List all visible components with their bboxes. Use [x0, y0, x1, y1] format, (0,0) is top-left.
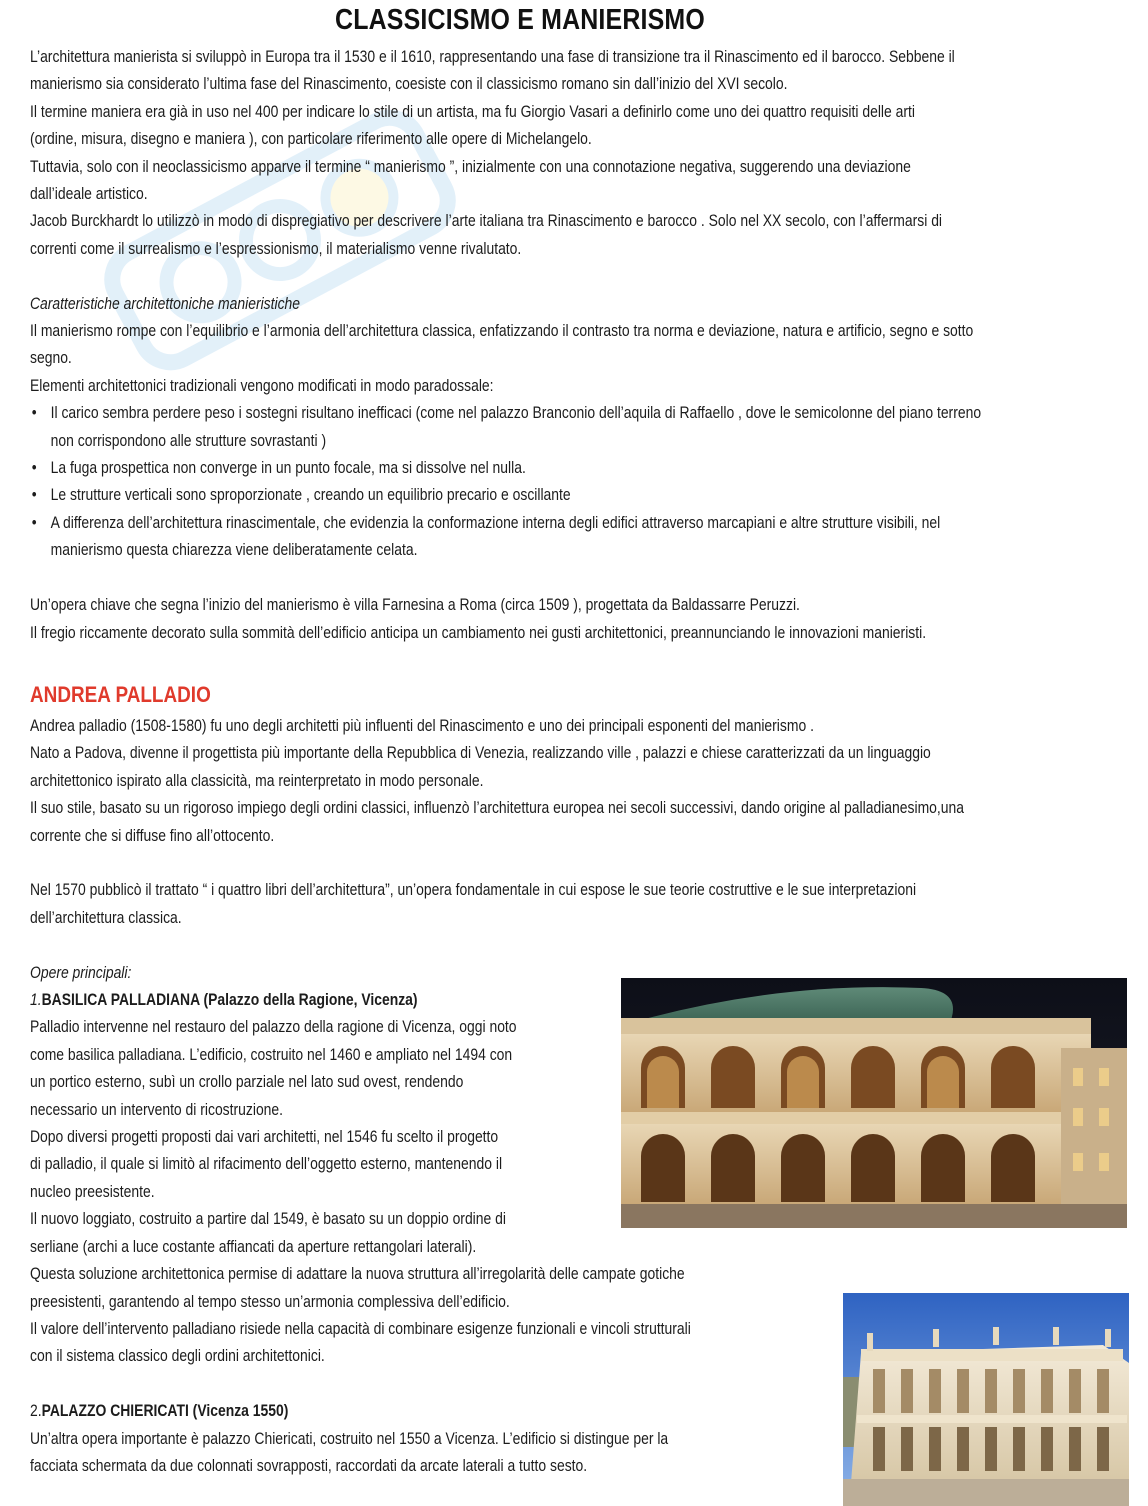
text-line: L’architettura manierista si sviluppò in Europa tra il 1530 e il 1610, rappresentando una fase di transizione tra il Rinascimento ed il barocco. Sebbene il [30, 48, 955, 66]
opere-heading: Opere principali: [30, 963, 132, 982]
intro-paragraphs [30, 44, 1126, 647]
page-title: CLASSICISMO E MANIERISMO [335, 4, 705, 36]
text-line: manierismo sia considerato l’ultima fase del Rinascimento, coesiste con il classicismo romano sin dall’inizio del XVI secolo. [30, 75, 788, 94]
list-item: • Il carico sembra perdere peso i sostegni risultano inefficaci (come nel palazzo Branconio dell’aquila di Raffaello , dove le semicolonne del piano terreno non corrispondono alle strutture sovrastanti ) [30, 400, 1126, 455]
basilica-palladiana-photo [621, 978, 1127, 1228]
palladio-heading: ANDREA PALLADIO [30, 682, 211, 707]
chiericati-title: 2.PALAZZO CHIERICATI (Vicenza 1550) [30, 1402, 289, 1421]
text-line: Il manierismo rompe con l’equilibrio e l’armonia dell’architettura classica, enfatizzando il contrasto tra norma e deviazione, natura e artificio, segno e sotto [30, 322, 974, 341]
text-line: Andrea palladio (1508-1580) fu uno degli architetti più influenti del Rinascimento e uno dei principali esponenti del manierismo . [30, 717, 814, 735]
text-line: Un’altra opera importante è palazzo Chiericati, costruito nel 1550 a Vicenza. L’edificio si distingue per la [30, 1429, 669, 1448]
list-item: • Le strutture verticali sono sproporzionate , creando un equilibrio precario e oscillante [30, 482, 1126, 509]
text-line: come basilica palladiana. L’edificio, costruito nel 1460 e ampliato nel 1494 con [30, 1045, 513, 1064]
features-list [30, 400, 1126, 564]
basilica-title: 1.BASILICA PALLADIANA (Palazzo della Ragione, Vicenza) [30, 991, 418, 1010]
text-line: con il sistema classico degli ordini architettonici. [30, 1347, 325, 1366]
text-line: Il valore dell’intervento palladiano risiede nella capacità di combinare esigenze funzionali e vincoli strutturali [30, 1319, 691, 1338]
text-line: un portico esterno, subì un crollo parziale nel lato sud ovest, rendendo [30, 1073, 464, 1092]
text-line: Il fregio riccamente decorato sulla sommità dell’edificio anticipa un cambiamento nei gusti architettonici, preannunciando le innovazioni manieristi. [30, 623, 927, 642]
text-line: Jacob Burckhardt lo utilizzò in modo di dispregiativo per descrivere l’arte italiana tra Rinascimento e barocco . Solo nel XX secolo, con l’affermarsi di [30, 212, 943, 231]
text-line: necessario un intervento di ricostruzione. [30, 1100, 284, 1119]
text-line: architettonico ispirato alla classicità, ma reinterpretato in modo personale. [30, 771, 484, 790]
text-line: dell’architettura classica. [30, 908, 182, 927]
text-line: Nel 1570 pubblicò il trattato “ i quattro libri dell’architettura”, un’opera fondamentale in cui espose le sue teorie costruttive e le sue interpretazioni [30, 881, 917, 900]
text-line: Palladio intervenne nel restauro del palazzo della ragione di Vicenza, oggi noto [30, 1018, 517, 1037]
text-line: Un’opera chiave che segna l’inizio del manierismo è villa Farnesina a Roma (circa 1509 ), progettata da Baldassarre Peruzzi. [30, 596, 800, 615]
text-line: nucleo preesistente. [30, 1182, 155, 1201]
palazzo-chiericati-photo [843, 1293, 1129, 1506]
text-line: facciata schermata da due colonnati sovrapposti, raccordati da arcate laterali a tutto sesto. [30, 1456, 588, 1475]
text-line: segno. [30, 349, 72, 368]
text-line: dall’ideale artistico. [30, 185, 148, 204]
list-item: • A differenza dell’architettura rinascimentale, che evidenzia la conformazione interna degli edifici attraverso marcapiani e altre strutture visibili, nel manierismo questa chiarezza viene deliberatamente celata. [30, 510, 1126, 565]
text-line: Tuttavia, solo con il neoclassicismo apparve il termine “ manierismo ”, inizialmente con una connotazione negativa, suggerendo una deviazione [30, 157, 911, 176]
text-line: Elementi architettonici tradizionali vengono modificati in modo paradossale: [30, 376, 494, 395]
text-line: correnti come il surrealismo e l’espressionismo, il materialismo venne rivalutato. [30, 239, 522, 258]
text-line: (ordine, misura, disegno e maniera ), con particolare riferimento alle opere di Michelangelo. [30, 130, 592, 149]
text-line: di palladio, il quale si limitò al rifacimento dell’oggetto esterno, mantenendo il [30, 1155, 503, 1174]
text-line: Dopo diversi progetti proposti dai vari architetti, nel 1546 fu scelto il progetto [30, 1128, 499, 1147]
text-line: Nato a Padova, divenne il progettista più importante della Repubblica di Venezia, realizzando ville , palazzi e chiese caratterizzati da un linguaggio [30, 744, 931, 763]
text-line: Il suo stile, basato su un rigoroso impiego degli ordini classici, influenzò l’architettura europea nei secoli successivi, dando origine al palladianesimo,una [30, 799, 965, 818]
text-line: corrente che si diffuse fino all’ottocento. [30, 826, 275, 845]
list-item: • La fuga prospettica non converge in un punto focale, ma si dissolve nel nulla. [30, 455, 1126, 482]
text-line: Il nuovo loggiato, costruito a partire dal 1549, è basato su un doppio ordine di [30, 1210, 506, 1229]
text-line: serliane (archi a luce costante affiancati da aperture rettangolari laterali). [30, 1237, 477, 1256]
text-line: Il termine maniera era già in uso nel 400 per indicare lo stile di un artista, ma fu Giorgio Vasari a definirlo come uno dei quattro requisiti delle arti [30, 102, 915, 121]
text-line: preesistenti, garantendo al tempo stesso un’armonia complessiva dell’edificio. [30, 1292, 510, 1311]
features-heading: Caratteristiche architettoniche manieristiche [30, 294, 301, 313]
text-line: Questa soluzione architettonica permise di adattare la nuova struttura all’irregolarità delle campate gotiche [30, 1265, 685, 1284]
